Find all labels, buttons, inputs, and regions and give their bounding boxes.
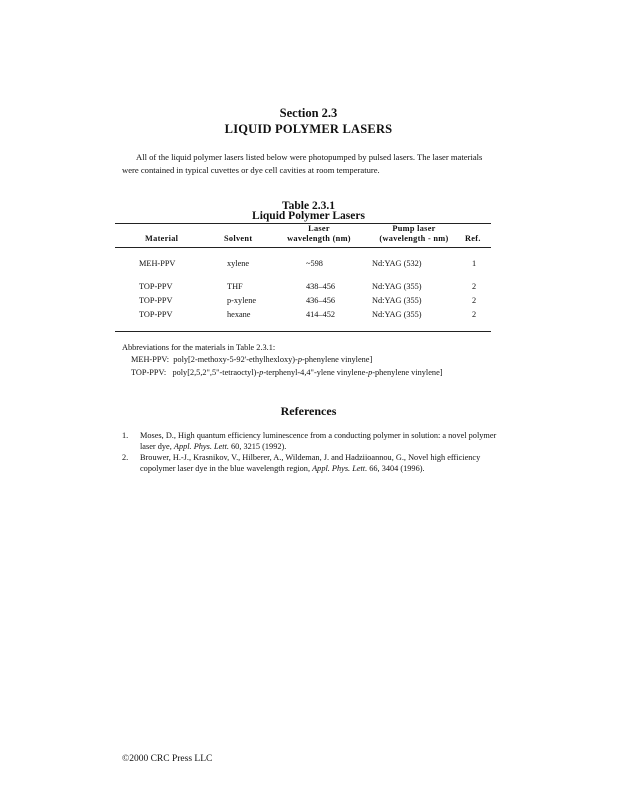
row-1-solvent: xylene [227,259,250,268]
row-3-solvent: p-xylene [227,296,257,305]
reference-authors-title: Brouwer, H.-J., Krasnikov, V., Hilberer, A., Wildeman, J. and Hadziioannou, G., Novel high efficiency copolymer laser dye in the blue wavelength region, [140,453,481,474]
reference-volume-year: 66, 3404 (1996). [367,464,425,474]
row-3-wavelength: 436–456 [306,296,336,305]
intro-paragraph: All of the liquid polymer lasers listed below were photopumped by pulsed lasers. The laser materials were contained in typical cuvettes or dye cell cavities at room temperature. [122,152,483,175]
row-2-solvent: THF [227,282,243,291]
header-laser-top: Laser [308,224,330,233]
row-3-material: TOP-PPV [139,296,173,305]
abbr-top-para-2: p [368,368,373,377]
row-3-ref: 2 [472,296,477,305]
copyright-footer: ©2000 CRC Press LLC [122,754,213,764]
abbr-top-text-a: poly[2,5,2",5"-tetraoctyl)- [172,368,260,377]
abbr-meh-text-a: poly[2-methoxy-5-92'-ethylhexloxy)- [173,355,298,364]
abbr-top-text-b: -terphenyl-4,4"-ylene vinylene- [263,368,369,377]
table-bottom-rule [115,331,491,332]
header-pump-top: Pump laser [392,224,436,233]
row-1-pump: Nd:YAG (532) [372,259,422,268]
row-4-material: TOP-PPV [139,310,173,319]
reference-item [122,452,502,488]
header-laser-bottom: wavelength (nm) [287,234,351,243]
abbr-meh-para: p [297,355,302,364]
abbreviation-meh-ppv [131,353,372,366]
row-1-wavelength: ~598 [306,259,323,268]
row-1-ref: 1 [472,259,477,268]
header-material: Material [145,234,179,243]
row-2-material: TOP-PPV [139,282,173,291]
row-4-solvent: hexane [227,310,251,319]
section-title: LIQUID POLYMER LASERS [224,122,393,136]
reference-item [122,430,502,454]
reference-journal: Appl. Phys. Lett. [173,442,229,452]
references-heading: References [280,404,337,418]
header-ref: Ref. [465,234,481,243]
reference-text [140,452,500,474]
section-number: Section 2.3 [279,106,338,120]
reference-journal: Appl. Phys. Lett. [312,464,368,474]
abbr-meh-label: MEH-PPV: [131,355,170,364]
row-4-wavelength: 414–452 [306,310,336,319]
abbr-top-text-c: -phenylene vinylene] [372,368,443,377]
row-3-pump: Nd:YAG (355) [372,296,422,305]
abbreviations-heading: Abbreviations for the materials in Table 2.3.1: [122,343,276,352]
table-title: Liquid Polymer Lasers [252,210,365,222]
table-header-rule [115,247,491,248]
reference-volume-year: 60, 3215 (1992). [228,442,287,452]
reference-number: 2. [122,453,129,462]
row-2-wavelength: 438–456 [306,282,336,291]
reference-authors-title: Moses, D., High quantum efficiency luminescence from a conducting polymer in solution: a novel polymer laser dye, [140,431,497,452]
abbreviation-top-ppv [131,366,443,379]
header-pump-bottom: (wavelength - nm) [379,234,449,243]
reference-number: 1. [122,431,129,440]
row-1-material: MEH-PPV [139,259,176,268]
abbr-top-para-1: p [259,368,264,377]
row-4-pump: Nd:YAG (355) [372,310,422,319]
row-4-ref: 2 [472,310,477,319]
table-number: Table 2.3.1 [282,200,335,212]
reference-text [140,430,500,452]
abbr-top-label: TOP-PPV: [131,368,167,377]
row-2-pump: Nd:YAG (355) [372,282,422,291]
abbr-meh-text-b: -phenylene vinylene] [301,355,373,364]
header-solvent: Solvent [224,234,253,243]
row-2-ref: 2 [472,282,477,291]
